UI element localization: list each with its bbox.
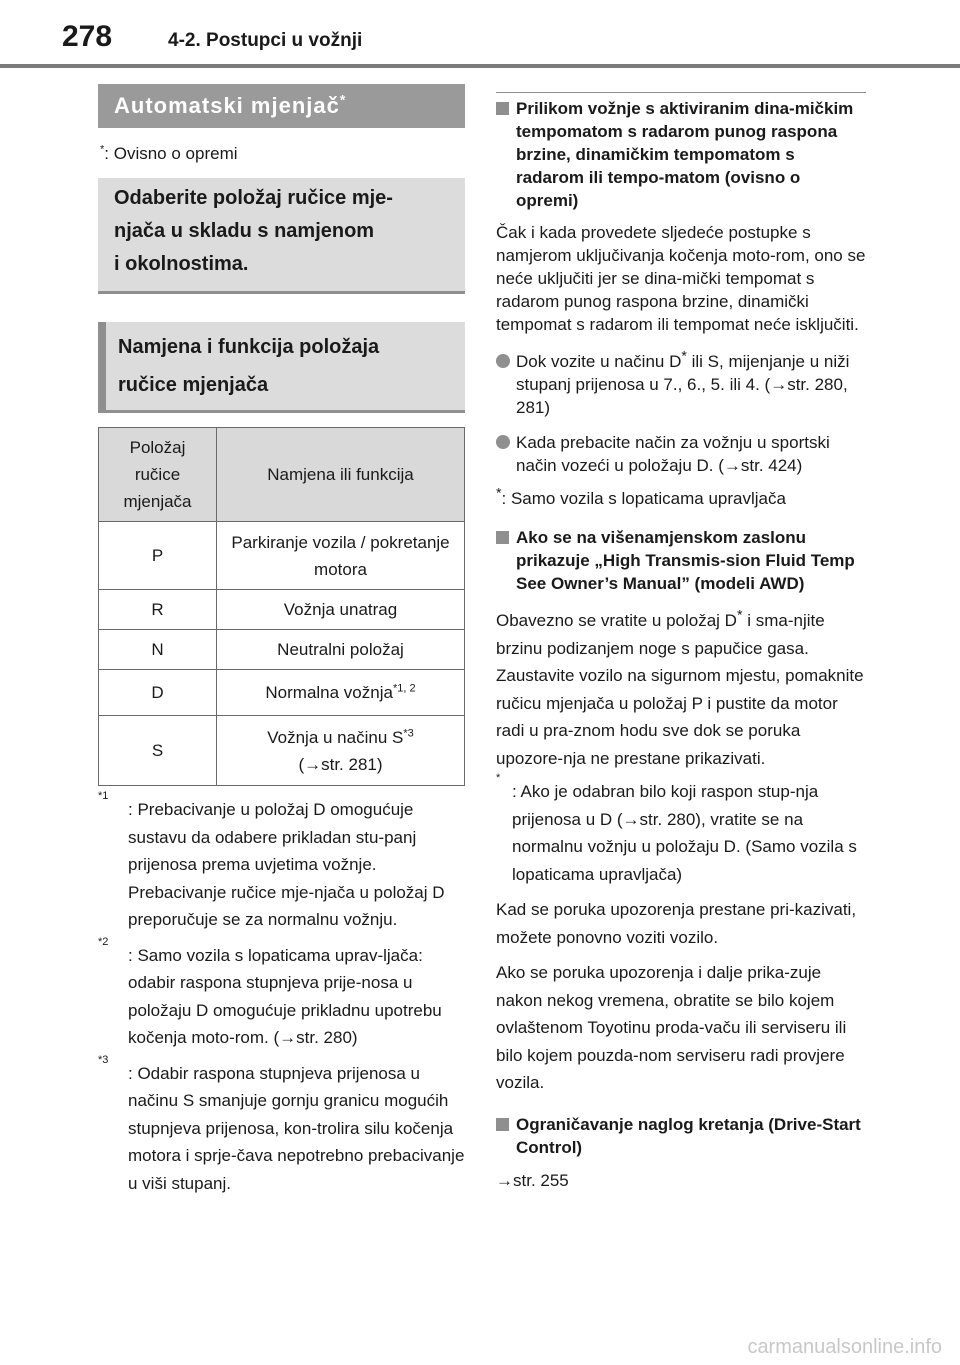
intro-box	[98, 178, 465, 294]
footnote-1: *1 : Prebacivanje u položaj D omogućuje sustavu da odabere prikladan stu-panj prijenosa prema uvjetima vožnje. Prebacivanje ručice mje-njača u položaj D preporučuje se za normalnu vožnju.	[98, 790, 445, 929]
warning-text: Obavezno se vratite u položaj D	[496, 611, 737, 630]
awd-warning-text	[496, 607, 866, 772]
drive-start-reference[interactable]: →str. 255	[496, 1170, 569, 1190]
chapter-title-sup: *	[339, 91, 347, 108]
function-text: Vožnja u načinu S	[267, 727, 404, 747]
star-note-text: : Ako je odabran bilo koji raspon stup-nja prijenosa u D (→str. 280), vratite se na normalnu vožnju u položaju D. (Samo vozila s lopaticama upravljača)	[512, 782, 857, 884]
cruise-control-heading	[496, 97, 866, 212]
footnote-text: : Odabir raspona stupnjeva prijenosa u načinu S smanjuje gornju granicu mogućih stupnjeva prijenosa, kon-trolira silu kočenja motora i sprje-čava nepotrebno prebacivanje u viši stupanj.	[128, 1063, 465, 1193]
table-cell-function: Parkiranje vozila / pokretanje motora	[217, 522, 465, 590]
intro-line-3: i okolnostima.	[114, 253, 249, 275]
table-row	[99, 522, 465, 590]
table-header-row	[99, 428, 465, 522]
col-header-position: Položaj ručice mjenjača	[99, 428, 217, 522]
footnote-ref: *1, 2	[392, 682, 416, 695]
awd-warning-heading	[496, 526, 866, 595]
awd-dealer-text: Ako se poruka upozorenja i dalje prika-zuje nakon nekog vremena, obratite se bilo kojem ovlaštenom Toyotinu proda-vaču ili serviseru ili bilo kojem pouzda-nom serviseru radi provjere vozila.	[496, 963, 847, 1092]
intro-line-1: Odaberite položaj ručice mje-	[114, 187, 393, 209]
footnote-text: : Prebacivanje u položaj D omogućuje sustavu da odabere prikladan stu-panj prijenosa prema uvjetima vožnje. Prebacivanje ručice mje-njača u položaj D preporučuje se za normalnu vožnju.	[128, 800, 445, 929]
function-heading-line-2: ručice mjenjača	[118, 374, 269, 396]
star-mark: *	[736, 607, 743, 624]
awd-resume-text: Kad se poruka upozorenja prestane pri-kazivati, možete ponovno voziti vozilo.	[496, 900, 857, 947]
watermark: carmanualsonline.info	[747, 1336, 942, 1358]
circle-bullet-icon	[496, 354, 510, 368]
page-header	[0, 0, 960, 70]
heading-text: Ako se na višenamjenskom zaslonu prikazuje „High Transmis-sion Fluid Temp See Owner’s Manual” (modeli AWD)	[516, 528, 855, 593]
table-cell-position: N	[99, 630, 217, 670]
table-cell-position: S	[99, 716, 217, 786]
chapter-title	[98, 84, 465, 128]
header-rule	[0, 64, 960, 68]
section-title: 4-2. Postupci u vožnji	[168, 30, 363, 51]
circle-bullet-icon	[496, 435, 510, 449]
shift-position-table	[98, 427, 465, 786]
star-mark: *	[100, 143, 105, 156]
square-bullet-icon	[496, 102, 509, 115]
heading-text: Ograničavanje naglog kretanja (Drive-Start Control)	[516, 1114, 861, 1157]
col-header-function: Namjena ili funkcija	[217, 428, 465, 522]
optional-note-text: : Ovisno o opremi	[104, 144, 238, 163]
right-column	[496, 92, 866, 1192]
footnote-text: : Samo vozila s lopaticama uprav-ljača: odabir raspona stupnjeva prije-nosa u položaju D omogućuje prikladnu upotrebu kočenja moto-rom. (→str. 280)	[128, 945, 442, 1047]
bullet-text-cont: ili S, mijenjanje u niži stupanj prijenosa u 7., 6., 5. ili 4. (→str. 280, 281)	[516, 352, 850, 417]
bullet-text: Kada prebacite način za vožnju u sportski način vozeći u položaju D. (→str. 424)	[516, 433, 830, 475]
warning-text-cont: i sma-njite brzinu podizanjem noge s papučice gasa. Zaustavite vozilo na sigurnom mjestu, pomaknite ručicu mjenjača u položaj P i pustite da motor radi u pra-znom hodu sve dok se poruka upozore-nja ne prestane prikazivati.	[496, 611, 864, 768]
square-bullet-icon	[496, 1118, 509, 1131]
drive-start-heading	[496, 1113, 866, 1159]
heading-text: Prilikom vožnje s aktiviranim dina-mičkim tempomatom s radarom punog raspona brzine, dinamičkim tempomatom s radarom ili tempo-matom (ovisno o opremi)	[516, 99, 854, 210]
footnote-3: *3 : Odabir raspona stupnjeva prijenosa u načinu S smanjuje gornju granicu mogućih stupnjeva prijenosa, kon-trolira silu kočenja motora i sprje-čava nepotrebno prebacivanje u viši stupanj.	[98, 1053, 465, 1193]
table-cell-position: R	[99, 590, 217, 630]
function-text: Normalna vožnja	[265, 683, 393, 702]
table-row	[99, 590, 465, 630]
table-cell-function: Vožnja unatrag	[217, 590, 465, 630]
paddle-note-text: : Samo vozila s lopaticama upravljača	[501, 489, 786, 508]
table-row	[99, 716, 465, 786]
square-bullet-icon	[496, 531, 509, 544]
footnote-ref: *3	[403, 726, 414, 739]
table-row	[99, 630, 465, 670]
function-heading-line-1: Namjena i funkcija položaja	[118, 336, 380, 358]
bullet-item	[496, 431, 866, 477]
bullet-text: Dok vozite u načinu D	[516, 352, 682, 371]
footnote-2: *2 : Samo vozila s lopaticama uprav-ljača: odabir raspona stupnjeva prije-nosa u položaju D omogućuje prikladnu upotrebu kočenja moto-rom. (→str. 280)	[98, 935, 442, 1047]
table-cell-function	[217, 670, 465, 716]
table-cell-position: P	[99, 522, 217, 590]
page-number: 278	[62, 20, 113, 53]
page-reference[interactable]: (→str. 281)	[298, 754, 383, 774]
intro-line-2: njača u skladu s namjenom	[114, 220, 375, 242]
bullet-item	[496, 350, 866, 419]
paddle-note	[496, 487, 866, 510]
star-mark: *	[496, 485, 502, 502]
awd-star-note: * : Ako je odabran bilo koji raspon stup-nja prijenosa u D (→str. 280), vratite se na normalnu vožnju u položaju D. (Samo vozila s lopaticama upravljača)	[496, 772, 857, 884]
table-row	[99, 670, 465, 716]
chapter-title-text: Automatski mjenjač	[114, 93, 340, 118]
table-cell-function	[217, 716, 465, 786]
star-mark: *	[681, 348, 687, 365]
function-heading	[98, 322, 465, 413]
optional-note	[100, 144, 465, 164]
table-cell-position: D	[99, 670, 217, 716]
top-rule	[496, 92, 866, 93]
cruise-control-text: Čak i kada provedete sljedeće postupke s namjerom uključivanja kočenja moto-rom, ono se neće uključiti jer se dina-mički tempomat s radarom punog raspona brzine, dinamički tempomat s radarom ili tempomat neće isključiti.	[496, 223, 866, 334]
table-cell-function: Neutralni položaj	[217, 630, 465, 670]
left-column	[98, 84, 465, 1197]
